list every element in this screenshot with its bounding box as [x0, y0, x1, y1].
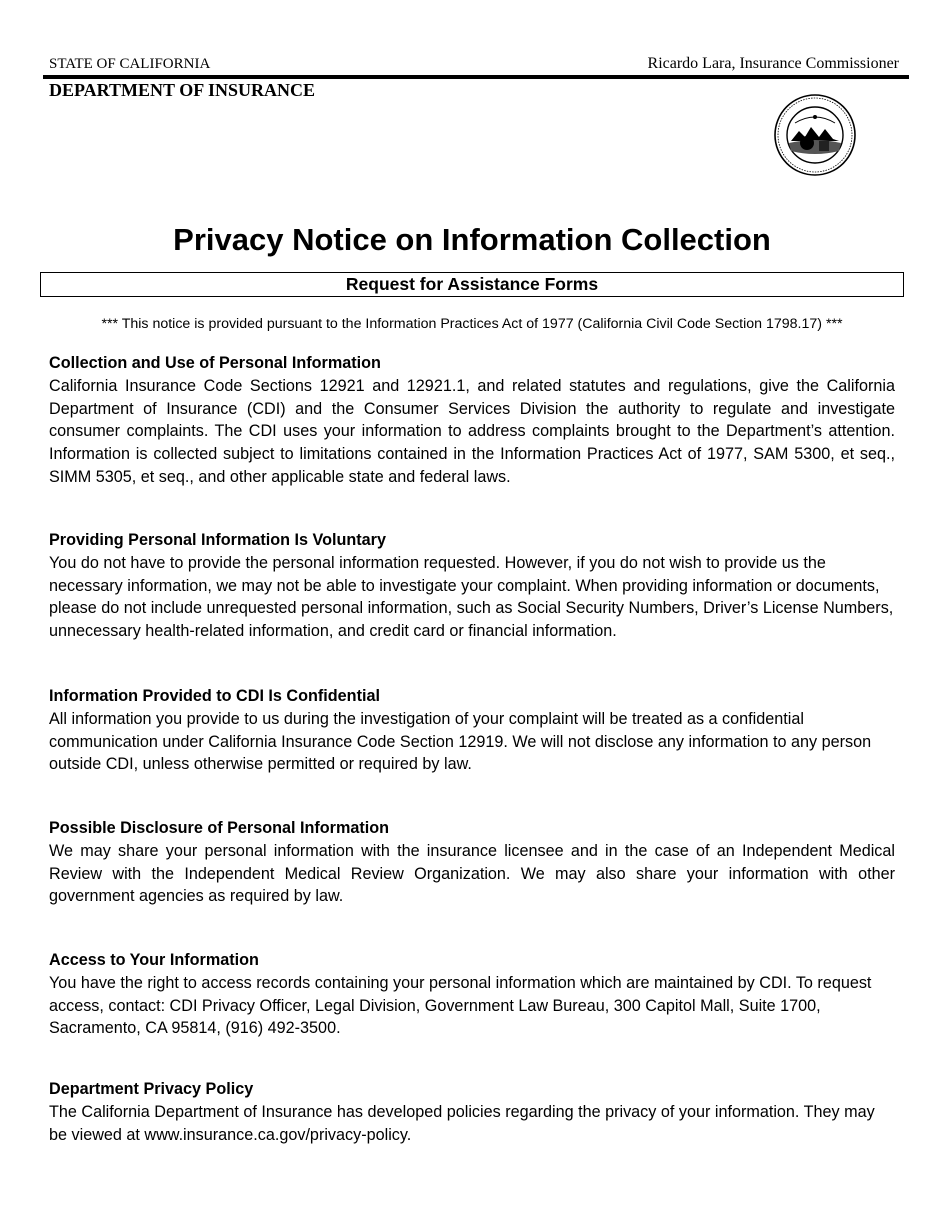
section-body: You have the right to access records containing your personal information which are maintained by CDI. To request access, contact: CDI Privacy Officer, Legal Division, Government Law Bureau, 300 Capitol Mall, Suite 1700, Sacramento, CA 95814, (916) 492-3500.	[49, 974, 872, 1038]
section-body: We may share your personal information with the insurance licensee and in the case of an Independent Medical Review with the Independent Medical Review Organization. We may also share your information with other government agencies as required by law.	[49, 842, 895, 906]
commissioner-label: Ricardo Lara, Insurance Commissioner	[647, 55, 899, 72]
department-label: DEPARTMENT OF INSURANCE	[49, 80, 316, 100]
section-heading: Collection and Use of Personal Information	[49, 354, 381, 372]
section-confidential	[49, 685, 895, 776]
section-body: California Insurance Code Sections 12921 and 12921.1, and related statutes and regulations, give the California Department of Insurance (CDI) and the Consumer Services Division the authority to regulate and investigate consumer complaints. The CDI uses your information to address complaints brought to the Department’s attention. Information is collected subject to limitations contained in the Information Practices Act of 1977, SAM 5300, et seq., SIMM 5305, et seq., and other applicable state and federal laws.	[49, 377, 895, 486]
section-body: All information you provide to us during the investigation of your complaint will be treated as a confidential communication under California Insurance Code Section 12919. We will not disclose any information to any person outside CDI, unless otherwise permitted or required by law.	[49, 710, 872, 774]
legal-notice: *** This notice is provided pursuant to the Information Practices Act of 1977 (California Civil Code Section 1798.17) ***	[101, 316, 843, 332]
subtitle-box: Request for Assistance Forms	[40, 272, 904, 297]
header-rule	[43, 75, 909, 79]
section-disclosure	[49, 817, 895, 908]
page-title: Privacy Notice on Information Collection	[173, 222, 771, 257]
section-body: You do not have to provide the personal information requested. However, if you do not wish to provide us the necessary information, we may not be able to investigate your complaint. When providing information or documents, please do not include unrequested personal information, such as Social Security Numbers, Driver’s License Numbers, unnecessary health-related information, and credit card or financial information.	[49, 554, 894, 641]
section-heading: Department Privacy Policy	[49, 1080, 254, 1098]
section-body: The California Department of Insurance has developed policies regarding the privacy of your information. They may be viewed at www.insurance.ca.gov/privacy-policy.	[49, 1103, 875, 1144]
section-heading: Providing Personal Information Is Voluntary	[49, 531, 386, 549]
section-heading: Information Provided to CDI Is Confidential	[49, 687, 380, 705]
state-seal-icon	[773, 93, 857, 177]
section-heading: Possible Disclosure of Personal Information	[49, 819, 390, 837]
section-collection-use	[49, 352, 895, 489]
section-heading: Access to Your Information	[49, 951, 259, 969]
state-label: STATE OF CALIFORNIA	[49, 56, 211, 72]
section-privacy-policy	[49, 1078, 895, 1146]
section-voluntary	[49, 529, 895, 643]
section-access	[49, 949, 895, 1040]
